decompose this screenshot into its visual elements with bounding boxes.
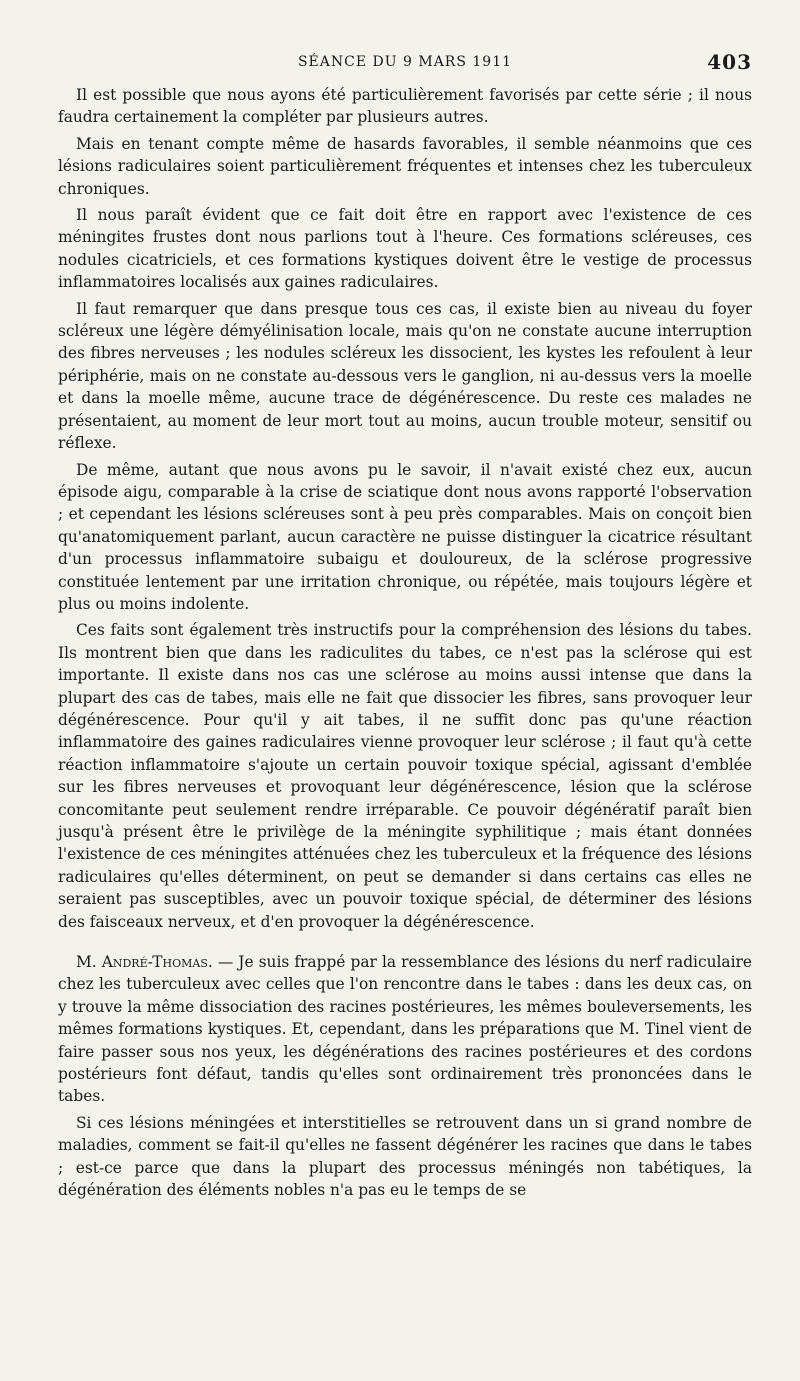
paragraph: Il nous paraît évident que ce fait doit être en rapport avec l'existence de ces méningites frustes dont nous parlions tout à l'heure. Ces formations scléreuses, ces nodules cicatriciels, et ces formations kystiques doivent être le vestige de processus inflammatoires localisés aux gaines radiculaires. (58, 206, 752, 292)
paragraph: Il faut remarquer que dans presque tous ces cas, il existe bien au niveau du foyer scléreux une légère démyélinisation locale, mais qu'on ne constate aucune interruption des fibres nerveuses ; les nodules scléreux les dissocient, les kystes les refoulent à leur périphérie, mais on ne constate au-dessous vers le ganglion, ni au-dessus vers la moelle et dans la moelle même, aucune trace de dégénérescence. Du reste ces malades ne présentaient, au moment de leur mort tout au moins, aucun trouble moteur, sensitif ou réflexe. (58, 299, 752, 453)
body-text (58, 84, 752, 1202)
running-head (58, 50, 752, 84)
discussion-paragraph: Si ces lésions méningées et interstitielles se retrouvent dans un si grand nombre de maladies, comment se fait-il qu'elles ne fassent dégénérer les racines que dans le tabes ; est-ce parce que dans la plupart des processus méningés non tabétiques, la dégénération des éléments nobles n'a pas eu le temps de se (58, 1113, 752, 1200)
running-title: SÉANCE DU 9 MARS 1911 (297, 54, 513, 70)
discussion-text: — Je suis frappé par la ressemblance des lésions du nerf radiculaire chez les tuberculeux avec celles que l'on rencontre dans le tabes : dans les deux cas, on y trouve la même dissociation des racines postérieures, les mêmes bouleversements, les mêmes formations kystiques. Et, cependant, dans les préparations que M. Tinel vient de faire passer sous nos yeux, les dégénérations des racines postérieures et des cordons postérieurs font défaut, tandis qu'elles sont ordinairement très prononcées dans le tabes. (58, 953, 752, 1106)
paragraph: De même, autant que nous avons pu le savoir, il n'avait existé chez eux, aucun épisode aigu, comparable à la crise de sciatique dont nous avons rapporté l'observation ; et cependant les lésions scléreuses sont à peu près comparables. Mais on conçoit bien qu'anatomiquement parlant, aucun caractère ne puisse distinguer la cicatrice résultant d'un processus inflammatoire subaigu et douloureux, de la sclérose progressive constituée lentement par une irritation chronique, ou répétée, mais toujours légère et plus ou moins indolente. (58, 460, 752, 613)
page-number: 403 (707, 50, 752, 74)
paragraph: Ces faits sont également très instructifs pour la compréhension des lésions du tabes. Ils montrent bien que dans les radiculites du tabes, ce n'est pas la sclérose qui est importante. Il existe dans nos cas une sclérose au moins aussi intense que dans la plupart des cas de tabes, mais elle ne fait que dissocier les fibres, sans provoquer leur dégénérescence. Pour qu'il y ait tabes, il ne suffit donc pas qu'une réaction inflammatoire des gaines radiculaires vienne provoquer leur sclérose ; il faut qu'à cette réaction inflammatoire s'ajoute un certain pouvoir toxique spécial, agissant d'emblée sur les fibres nerveuses et provoquant leur dégénérescence, lésion que la sclérose concomitante peut seulement rendre irréparable. Ce pouvoir dégénératif paraît bien jusqu'à présent être le privilège de la méningite syphilitique ; mais étant données l'existence de ces méningites atténuées chez les tuberculeux et la fréquence des lésions radiculaires qu'elles déterminent, on peut se demander si dans certains cas elles ne seraient pas susceptibles, avec un pouvoir toxique spécial, de déterminer des lésions des faisceaux nerveux, et d'en provoquer la dégénérescence. (58, 621, 752, 931)
paragraph: Mais en tenant compte même de hasards favorables, il semble néanmoins que ces lésions radiculaires soient particulièrement fréquentes et intenses chez les tuberculeux chroniques. (58, 134, 752, 198)
speaker-name: M. André-Thomas. (76, 953, 213, 972)
paragraph: Il est possible que nous ayons été particulièrement favorisés par cette série ; il nous faudra certainement la compléter par plusieurs autres. (58, 86, 752, 127)
discussion-paragraph (58, 951, 752, 1108)
